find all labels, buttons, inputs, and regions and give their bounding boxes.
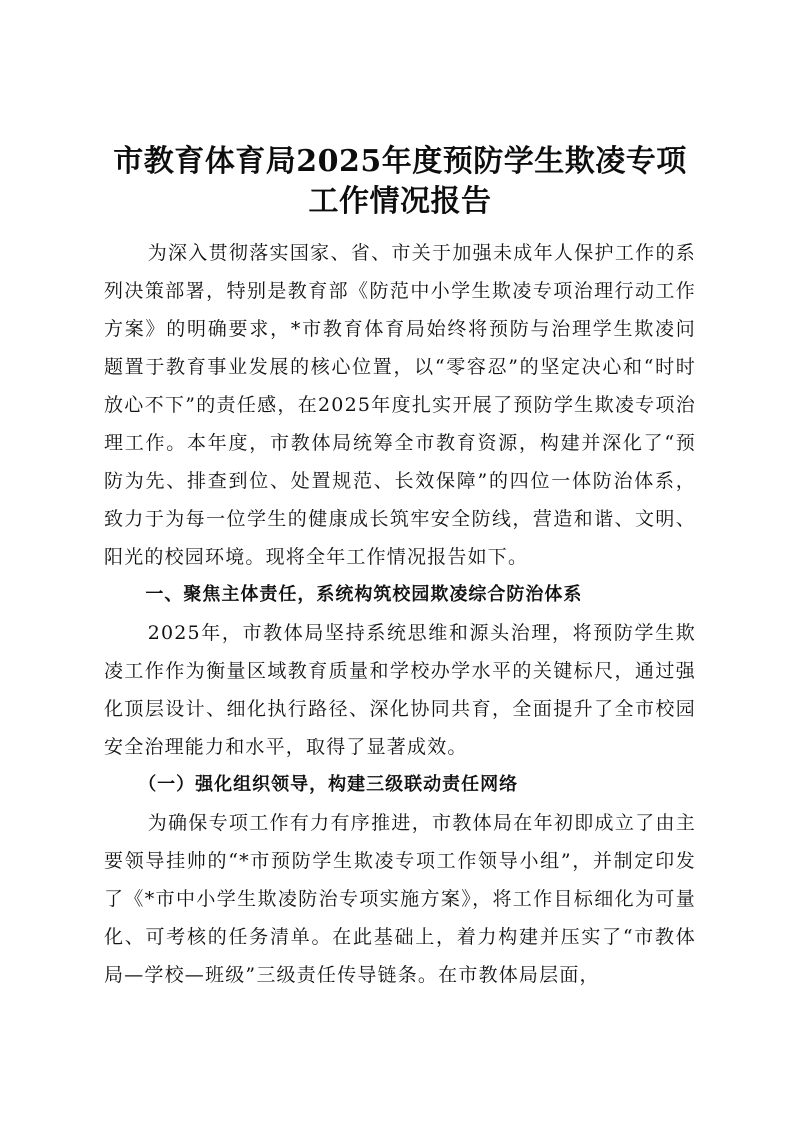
document-title: 市教育体育局2025年度预防学生欺凌专项工作情况报告	[113, 144, 687, 219]
section-1-paragraph: 2025年，市教体局坚持系统思维和源头治理，将预防学生欺凌工作作为衡量区域教育质量和学校办学水平的关键标尺，通过强化顶层设计、细化执行路径、深化协同共育，全面提升了全市校园安全治理能力和水平，取得了显著成效。	[104, 622, 696, 758]
subsection-1-paragraph: 为确保专项工作有力有序推进，市教体局在年初即成立了由主要领导挂帅的“*市预防学生欺凌专项工作领导小组”，并制定印发了《*市中小学生欺凌防治专项实施方案》，将工作目标细化为可量化、可考核的任务清单。在此基础上，着力构建并压实了“市教体局—学校—班级”三级责任传导链条。在市教体局层面，	[104, 812, 696, 986]
section-1-heading: 一、聚焦主体责任，系统构筑校园欺凌综合防治体系	[145, 584, 583, 605]
document-page	[104, 142, 696, 994]
subsection-1-heading: （一）强化组织领导，构建三级联动责任网络	[138, 774, 519, 795]
intro-paragraph: 为深入贯彻落实国家、省、市关于加强未成年人保护工作的系列决策部署，特别是教育部《防范中小学生欺凌专项治理行动工作方案》的明确要求，*市教育体育局始终将预防与治理学生欺凌问题置于教育事业发展的核心位置，以“零容忍”的坚定决心和“时时放心不下”的责任感，在2025年度扎实开展了预防学生欺凌专项治理工作。本年度，市教体局统筹全市教育资源，构建并深化了“预防为先、排查到位、处置规范、长效保障”的四位一体防治体系，致力于为每一位学生的健康成长筑牢安全防线，营造和谐、文明、阳光的校园环境。现将全年工作情况报告如下。	[104, 242, 696, 568]
